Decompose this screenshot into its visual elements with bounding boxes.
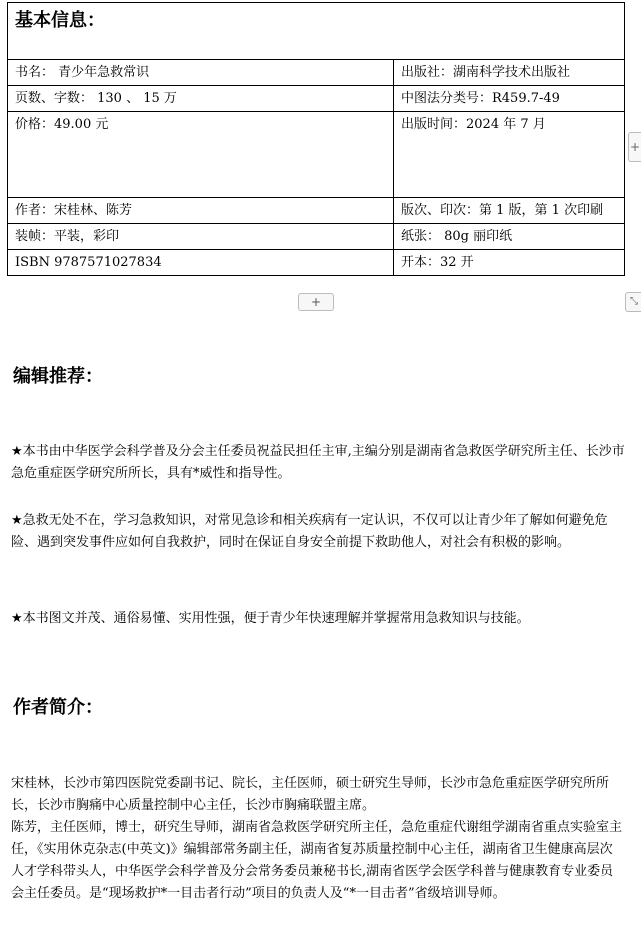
star-icon: ★ [11,611,23,626]
publisher-cell: 出版社：湖南科学技术出版社 [394,60,625,86]
table-resize-handle[interactable]: ⤡ [625,292,641,312]
pages-words-cell: 页数、字数： 130 、 15 万 [8,86,394,112]
isbn-cell: ISBN 9787571027834 [8,250,394,276]
authors-cell: 作者：宋桂林、陈芳 [8,198,394,224]
editor-paragraph-1 [11,441,625,485]
price-cell: 价格：49.00 元 [8,112,394,198]
star-icon: ★ [11,444,23,459]
add-column-button[interactable]: + [628,132,641,162]
editor-paragraph-2 [11,510,625,554]
classification-cell: 中图法分类号：R459.7-49 [394,86,625,112]
book-name-cell: 书名： 青少年急救常识 [8,60,394,86]
author-intro-heading: 作者简介： [13,697,103,718]
editor-paragraph-2-text: 急救无处不在，学习急救知识，对常见急诊和相关疾病有一定认识，不仅可以让青少年了解如何避免危险、遇到突发事件应如何自我救护，同时在保证自身安全前提下救助他人，对社会有积极的影响。 [11,513,608,550]
add-row-button[interactable]: + [298,293,334,311]
binding-cell: 装帧：平装，彩印 [8,224,394,250]
basic-info-heading-cell [8,3,625,60]
basic-info-table [7,2,625,276]
format-cell: 开本：32 开 [394,250,625,276]
editor-paragraph-1-text: 本书由中华医学会科学普及分会主任委员祝益民担任主审,主编分别是湖南省急救医学研究所主任、长沙市急危重症医学研究所所长，具有*威性和指导性。 [11,444,625,481]
star-icon: ★ [11,513,23,528]
edition-cell: 版次、印次：第 1 版，第 1 次印刷 [394,198,625,224]
author-paragraph-1: 宋桂林，长沙市第四医院党委副书记、院长，主任医师，硕士研究生导师，长沙市急危重症医学研究所所长，长沙市胸痛中心质量控制中心主任，长沙市胸痛联盟主席。 [11,776,610,813]
basic-info-heading: 基本信息： [15,10,105,31]
editor-paragraph-3 [11,608,625,630]
paper-cell: 纸张： 80g 丽印纸 [394,224,625,250]
editor-recommend-heading: 编辑推荐： [13,366,103,387]
pub-time-cell: 出版时间：2024 年 7 月 [394,112,625,198]
editor-paragraph-3-text: 本书图文并茂、通俗易懂、实用性强，便于青少年快速理解并掌握常用急救知识与技能。 [22,611,530,626]
author-paragraph-2: 陈芳，主任医师，博士，研究生导师，湖南省急救医学研究所主任，急危重症代谢组学湖南省重点实验室主任，《实用休克杂志(中英文)》编辑部常务副主任，湖南省复苏质量控制中心主任，湖南省卫生健康高层次人才学科带头人，中华医学会科学普及分会常务委员兼秘书长,湖南省医学会医学科普与健康教育专业委员会主任委员。是“现场救护*一目击者行动”项目的负责人及“*一目击者”省级培训导师。 [11,820,623,901]
